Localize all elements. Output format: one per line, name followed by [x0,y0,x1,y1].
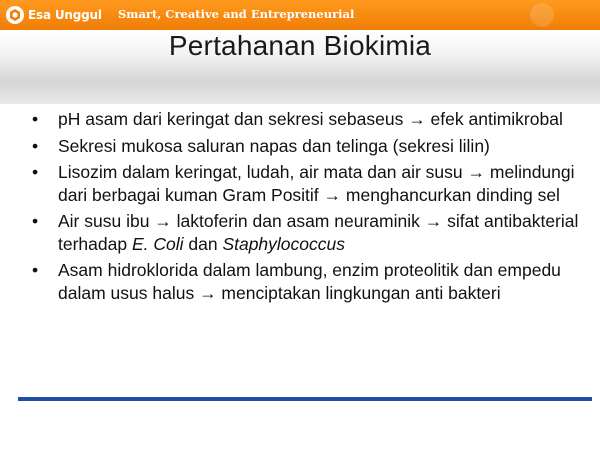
bullet-text: laktoferin dan asam neuraminik [171,211,425,231]
bullet-marker: • [32,211,39,231]
arrow-icon: → [467,162,486,182]
bullet-item [30,161,585,206]
bullet-item [30,135,585,158]
arrow-icon: → [424,211,443,231]
arrow-icon: → [199,282,217,303]
logo-icon [6,6,24,24]
bullet-list [30,108,585,308]
bullet-text: efek antimikrobal [425,109,563,129]
bullet-text: Lisozim dalam keringat, ludah, air mata dan air susu [58,162,468,182]
bullet-text: pH asam dari keringat dan sekresi sebaseus [58,109,409,129]
bullet-text: sifat antibakterial terhadap [58,211,579,254]
tagline: Smart, Creative and Entrepreneurial [118,7,355,21]
arrow-icon: → [408,109,426,129]
bullet-marker: • [32,260,39,280]
logo-text: Esa Unggul [28,8,102,22]
header-banner [0,0,600,30]
footer-rule [18,397,592,401]
logo [6,5,102,25]
bullet-item [30,259,585,304]
bullet-marker: • [32,135,39,156]
bullet-text: menghancurkan dinding sel [341,184,560,205]
bullet-marker: • [32,162,39,182]
bullet-text: melindungi dari berbagai kuman Gram Positif [58,162,575,205]
decorative-circle-icon [530,3,554,27]
bullet-text: menciptakan lingkungan anti bakteri [216,282,501,303]
bullet-text: Sekresi mukosa saluran napas dan telinga (sekresi lilin) [58,135,490,156]
bullet-marker: • [32,109,39,129]
bullet-item [30,108,585,131]
bullet-text: Staphylococcus [222,233,346,254]
bullet-text: dan [183,233,223,254]
bullet-item [30,210,585,255]
arrow-icon: → [154,211,172,231]
bullet-text: Air susu ibu [58,211,155,231]
bullet-text: E. Coli [131,233,184,254]
bullet-text: Asam hidroklorida dalam lambung, enzim proteolitik dan empedu dalam usus halus [58,260,561,303]
slide-title: Pertahanan Biokimia [168,30,432,61]
arrow-icon: → [323,184,342,205]
